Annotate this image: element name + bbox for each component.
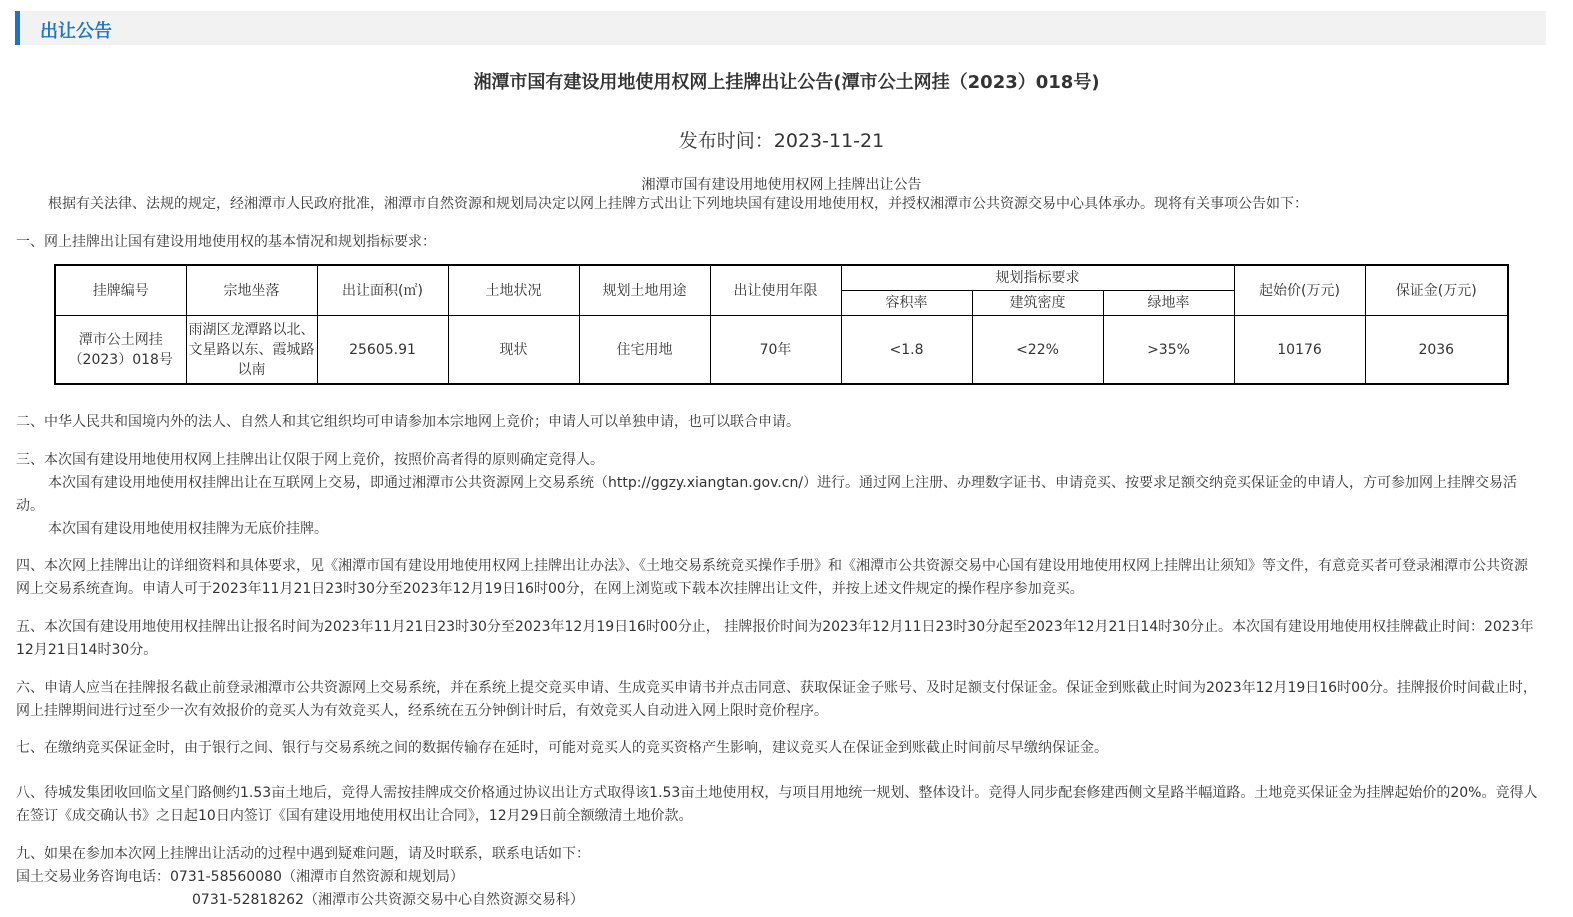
section-3-paragraph-1: 本次国有建设用地使用权挂牌出让在互联网上交易，即通过湘潭市公共资源网上交易系统（http://ggzy.xiangtan.gov.cn/）进行。通过网上注册、办理数字证书、申请竞买、按要求足额交纳竞买保证金的申请人，方可参加网上挂牌交易活动。 <box>16 475 1518 514</box>
section-5: 五、本次国有建设用地使用权挂牌出让报名时间为2023年11月21日23时30分至2023年12月19日16时00分止， 挂牌报价时间为2023年12月11日23时30分起至2023年12月21日14时30分止。本次国有建设用地使用权挂牌截止时间：2023年12月21日14时30分。 <box>16 619 1534 658</box>
section-9: 九、如果在参加本次网上挂牌出让活动的过程中遇到疑难问题，请及时联系，联系电话如下： <box>16 846 590 862</box>
cell-deposit: 2036 <box>1365 316 1508 384</box>
header-far: 容积率 <box>841 291 972 316</box>
header-status: 土地状况 <box>448 265 579 316</box>
header-density: 建筑密度 <box>972 291 1103 316</box>
section-1: 一、网上挂牌出让国有建设用地使用权的基本情况和规划指标要求： <box>16 234 436 250</box>
cell-usage: 住宅用地 <box>579 316 710 384</box>
publish-time: 发布时间：2023-11-21 <box>678 130 885 152</box>
section-3-paragraph-2: 本次国有建设用地使用权挂牌为无底价挂牌。 <box>48 521 328 537</box>
section-header <box>15 11 1546 45</box>
land-info-table <box>54 264 1509 385</box>
cell-far: <1.8 <box>841 316 972 384</box>
section-2: 二、中华人民共和国境内外的法人、自然人和其它组织均可申请参加本宗地网上竞价；申请人可以单独申请，也可以联合申请。 <box>16 414 800 430</box>
header-location: 宗地坐落 <box>186 265 317 316</box>
cell-location: 雨湖区龙潭路以北、文星路以东、霞城路以南 <box>186 316 317 384</box>
header-years: 出让使用年限 <box>710 265 841 316</box>
section-4: 四、本次网上挂牌出让的详细资料和具体要求，见《湘潭市国有建设用地使用权网上挂牌出让办法》、《土地交易系统竞买操作手册》和《湘潭市公共资源交易中心国有建设用地使用权网上挂牌出让须知》等文件，有意竞买者可登录湘潭市公共资源网上交易系统查询。申请人可于2023年11月21日23时30分至2023年12月19日16时00分，在网上浏览或下载本次挂牌出让文件，并按上述文件规定的操作程序参加竞买。 <box>16 558 1528 597</box>
header-green: 绿地率 <box>1103 291 1234 316</box>
header-area: 出让面积(㎡) <box>317 265 448 316</box>
section-7: 七、在缴纳竞买保证金时，由于银行之间、银行与交易系统之间的数据传输存在延时，可能对竞买人的竞买资格产生影响，建议竞买人在保证金到账截止时间前尽早缴纳保证金。 <box>16 740 1108 756</box>
contact-line-1: 国土交易业务咨询电话：0731-58560080（湘潭市自然资源和规划局） <box>16 869 464 885</box>
section-3: 三、本次国有建设用地使用权网上挂牌出让仅限于网上竞价，按照价高者得的原则确定竞得人。 <box>16 452 604 468</box>
cell-status: 现状 <box>448 316 579 384</box>
sub-title: 湘潭市国有建设用地使用权网上挂牌出让公告 <box>641 177 922 193</box>
cell-density: <22% <box>972 316 1103 384</box>
contact-line-2: 0731-52818262（湘潭市公共资源交易中心自然资源交易科） <box>192 892 584 908</box>
header-usage: 规划土地用途 <box>579 265 710 316</box>
section-6: 六、申请人应当在挂牌报名截止前登录湘潭市公共资源网上交易系统，并在系统上提交竞买申请、生成竞买申请书并点击同意、获取保证金子账号、及时足额支付保证金。保证金到账截止时间为2023年12月19日16时00分。挂牌报价时间截止时，网上挂牌期间进行过至少一次有效报价的竞买人为有效竞买人，经系统在五分钟倒计时后，有效竞买人自动进入网上限时竞价程序。 <box>16 680 1537 719</box>
cell-years: 70年 <box>710 316 841 384</box>
cell-start-price: 10176 <box>1234 316 1365 384</box>
section-label: 出让公告 <box>40 21 112 42</box>
cell-area: 25605.91 <box>317 316 448 384</box>
header-deposit: 保证金(万元) <box>1365 265 1508 316</box>
document-title: 湘潭市国有建设用地使用权网上挂牌出让公告(潭市公土网挂（2023）018号) <box>473 72 1100 93</box>
header-planning: 规划指标要求 <box>841 265 1234 291</box>
cell-green: >35% <box>1103 316 1234 384</box>
section-8: 八、待城发集团收回临文星门路侧约1.53亩土地后，竞得人需按挂牌成交价格通过协议出让方式取得该1.53亩土地使用权，与项目用地统一规划、整体设计。竞得人同步配套修建西侧文星路半幅道路。土地竞买保证金为挂牌起始价的20%。竞得人在签订《成交确认书》之日起10日内签订《国有建设用地使用权出让合同》，12月29日前全额缴清土地价款。 <box>16 785 1538 824</box>
cell-code: 潭市公土网挂（2023）018号 <box>55 316 186 384</box>
intro-paragraph: 根据有关法律、法规的规定，经湘潭市人民政府批准，湘潭市自然资源和规划局决定以网上挂牌方式出让下列地块国有建设用地使用权，并授权湘潭市公共资源交易中心具体承办。现将有关事项公告如下： <box>48 196 1308 212</box>
table-row <box>55 316 1508 384</box>
header-start-price: 起始价(万元) <box>1234 265 1365 316</box>
header-code: 挂牌编号 <box>55 265 186 316</box>
